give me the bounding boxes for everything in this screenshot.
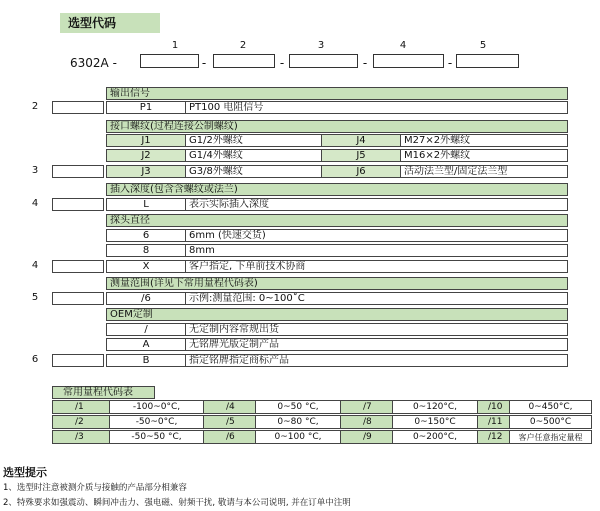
- range-value: 0~120°C,: [392, 400, 478, 414]
- range-code: /6: [203, 430, 256, 444]
- code-box-1[interactable]: [140, 54, 199, 68]
- thread-select-box[interactable]: [52, 165, 104, 178]
- range-value: 0~100 °C,: [255, 430, 341, 444]
- range-code: /2: [52, 415, 110, 429]
- position-number-4: 4: [399, 40, 407, 51]
- tip-item: 2、特殊要求如强震动、瞬间冲击力、强电磁、射频干扰, 敬请与本公司说明, 并在订单中注明: [3, 498, 351, 508]
- range-code: /1: [52, 400, 110, 414]
- depth-select-box[interactable]: [52, 198, 104, 211]
- option-description: M27×2外螺纹: [400, 134, 568, 147]
- option-description: 客户指定, 下单前技术协商: [185, 260, 568, 273]
- option-description: G1/2外螺纹: [185, 134, 322, 147]
- row-number: 2: [31, 101, 39, 112]
- row-number: 4: [31, 260, 39, 271]
- range-code: /8: [340, 415, 393, 429]
- diameter-header: 探头直径: [106, 214, 568, 227]
- diameter-select-box[interactable]: [52, 260, 104, 273]
- code-separator: -: [201, 56, 207, 70]
- model-prefix: 6302A -: [70, 56, 117, 70]
- option-code: /: [106, 323, 186, 336]
- option-code: X: [106, 260, 186, 273]
- code-box-5[interactable]: [456, 54, 519, 68]
- range-value: -100~0°C,: [109, 400, 204, 414]
- option-description: 活动法兰型/固定法兰型: [400, 165, 568, 178]
- range-code: /7: [340, 400, 393, 414]
- option-description: 指定铭牌指定商标产品: [185, 354, 568, 367]
- output-signal-header: 输出信号: [106, 87, 568, 100]
- range-value: 0~80 °C,: [255, 415, 341, 429]
- option-description: 8mm: [185, 244, 568, 257]
- code-box-2[interactable]: [213, 54, 275, 68]
- option-description: 6mm (快速交货): [185, 229, 568, 242]
- depth-header: 插入深度(包含含螺纹或法兰): [106, 183, 568, 196]
- range-code: /4: [203, 400, 256, 414]
- range-value: 0~500°C: [509, 415, 592, 429]
- option-description: PT100 电阻信号: [185, 101, 568, 114]
- code-box-4[interactable]: [373, 54, 444, 68]
- row-number: 6: [31, 354, 39, 365]
- range-value: -50~50 °C,: [109, 430, 204, 444]
- code-separator: -: [279, 56, 285, 70]
- option-description: 无铭牌光版定制产品: [185, 338, 568, 351]
- option-code: J3: [106, 165, 186, 178]
- position-number-3: 3: [317, 40, 325, 51]
- range-value: 0~450°C,: [509, 400, 592, 414]
- range-code: /9: [340, 430, 393, 444]
- option-code: L: [106, 198, 186, 211]
- row-number: 4: [31, 198, 39, 209]
- range-code: /5: [203, 415, 256, 429]
- option-code: A: [106, 338, 186, 351]
- option-description: 表示实际插入深度: [185, 198, 568, 211]
- range-header: 测量范围(详见下常用量程代码表): [106, 277, 568, 290]
- oem-header: OEM定制: [106, 308, 568, 321]
- code-separator: -: [362, 56, 368, 70]
- range-value: 0~50 °C,: [255, 400, 341, 414]
- page-title: 选型代码: [60, 13, 160, 33]
- option-description: G3/8外螺纹: [185, 165, 322, 178]
- position-number-1: 1: [171, 40, 179, 51]
- position-number-2: 2: [239, 40, 247, 51]
- option-code: B: [106, 354, 186, 367]
- output-signal-select-box[interactable]: [52, 101, 104, 114]
- tip-item: 1、选型时注意被测介质与接触的产品部分相兼容: [3, 483, 187, 493]
- tips-title: 选型提示: [3, 466, 47, 479]
- range-code: /11: [477, 415, 510, 429]
- option-code: J1: [106, 134, 186, 147]
- oem-select-box[interactable]: [52, 354, 104, 367]
- row-number: 5: [31, 292, 39, 303]
- range-value: 0~200°C,: [392, 430, 478, 444]
- code-separator: -: [447, 56, 453, 70]
- range-value: -50~0°C,: [109, 415, 204, 429]
- thread-header: 接口螺纹(过程连接公制螺纹): [106, 120, 568, 133]
- option-code: J5: [321, 149, 401, 162]
- option-code: J4: [321, 134, 401, 147]
- range-code: /3: [52, 430, 110, 444]
- range-code: /10: [477, 400, 510, 414]
- option-description: 示例:测量范围: 0~100˚C: [185, 292, 568, 305]
- option-code: 8: [106, 244, 186, 257]
- range-value: 0~150°C: [392, 415, 478, 429]
- range-select-box[interactable]: [52, 292, 104, 305]
- option-code: J6: [321, 165, 401, 178]
- option-code: /6: [106, 292, 186, 305]
- option-code: 6: [106, 229, 186, 242]
- code-box-3[interactable]: [289, 54, 358, 68]
- range-table-title: 常用量程代码表: [52, 386, 155, 399]
- range-code: /12: [477, 430, 510, 444]
- option-description: G1/4外螺纹: [185, 149, 322, 162]
- range-value: 客户任意指定量程: [509, 430, 592, 444]
- option-code: P1: [106, 101, 186, 114]
- position-number-5: 5: [479, 40, 487, 51]
- row-number: 3: [31, 165, 39, 176]
- option-description: M16×2外螺纹: [400, 149, 568, 162]
- option-code: J2: [106, 149, 186, 162]
- option-description: 无定制内容常规出货: [185, 323, 568, 336]
